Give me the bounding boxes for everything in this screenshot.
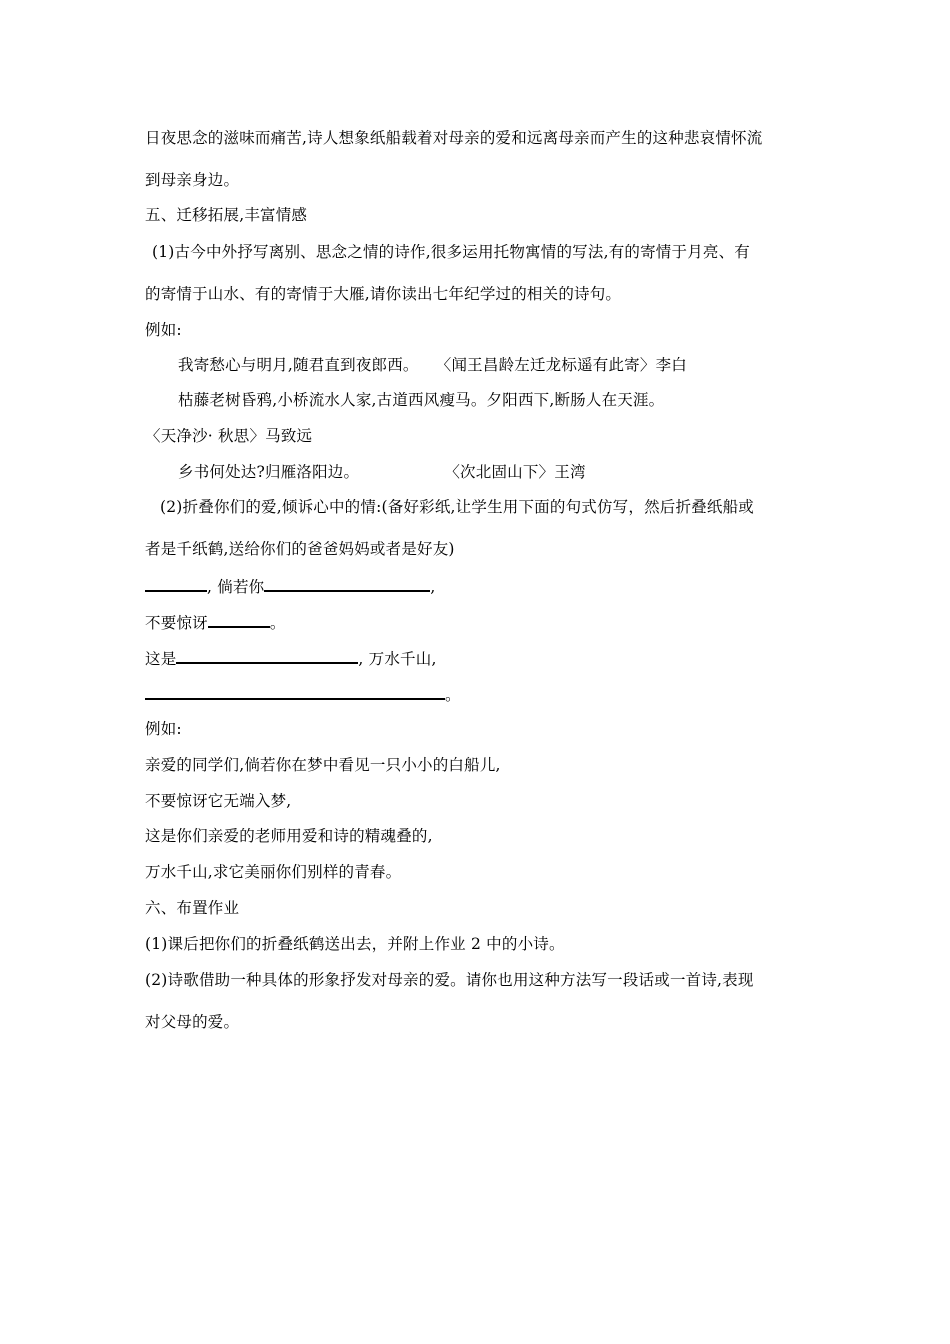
poem-line-1 [178,355,687,375]
paragraph-line: 到母亲身边。 [145,171,240,189]
poem-source: 〈闻王昌龄左迁龙标遥有此寄〉李白 [435,356,687,374]
template-line-3: 这是 , 万水千山, [145,650,437,668]
poem-text: 我寄愁心与明月,随君直到夜郎西。 [178,356,419,374]
poem-source: 〈天净沙· 秋思〉马致远 [145,427,313,445]
example-line: 不要惊讶它无端入梦, [145,792,292,810]
example-line: 亲爱的同学们,倘若你在梦中看见一只小小的白船儿, [145,756,501,774]
fill-blank [264,576,430,592]
poem-line-2: 枯藤老树昏鸦,小桥流水人家,古道西风瘦马。夕阳西下,断肠人在天涯。 [178,391,665,409]
example-line: 这是你们亲爱的老师用爱和诗的精魂叠的, [145,827,433,845]
paragraph-line: (2)折叠你们的爱,倾诉心中的情:(备好彩纸,让学生用下面的句式仿写，然后折叠纸船或 [160,498,754,516]
homework-item-1: (1)课后把你们的折叠纸鹤送出去，并附上作业 2 中的小诗。 [145,935,565,953]
template-line-4: 。 [145,684,461,705]
example-label: 例如: [145,720,182,738]
paragraph-line: 者是千纸鹤,送给你们的爸爸妈妈或者是好友) [145,540,455,558]
poem-text: 乡书何处达?归雁洛阳边。 [178,463,360,481]
paragraph-line: 的寄情于山水、有的寄情于大雁,请你读出七年纪学过的相关的诗句。 [145,285,622,303]
example-line: 万水千山,求它美丽你们别样的青春。 [145,863,402,881]
template-line-1: , 倘若你 , [145,576,436,597]
section-heading-6: 六、布置作业 [145,899,240,917]
homework-item-2: (2)诗歌借助一种具体的形象抒发对母亲的爱。请你也用这种方法写一段话或一首诗,表现 [145,971,754,989]
poem-source: 〈次北固山下〉王湾 [444,463,586,481]
homework-item-2-cont: 对父母的爱。 [145,1013,240,1031]
section-heading-5: 五、迁移拓展,丰富情感 [145,206,308,224]
paragraph-line: (1)古今中外抒写离别、思念之情的诗作,很多运用托物寓情的写法,有的寄情于月亮、有 [152,243,751,261]
fill-blank [208,612,270,628]
fill-blank [145,684,445,700]
fill-blank [176,648,358,664]
poem-line-3 [178,462,586,482]
template-line-2: 不要惊讶 。 [145,614,286,632]
paragraph-line: 日夜思念的滋味而痛苦,诗人想象纸船载着对母亲的爱和远离母亲而产生的这种悲哀情怀流 [145,129,763,147]
example-label: 例如: [145,321,182,339]
fill-blank [145,576,207,592]
